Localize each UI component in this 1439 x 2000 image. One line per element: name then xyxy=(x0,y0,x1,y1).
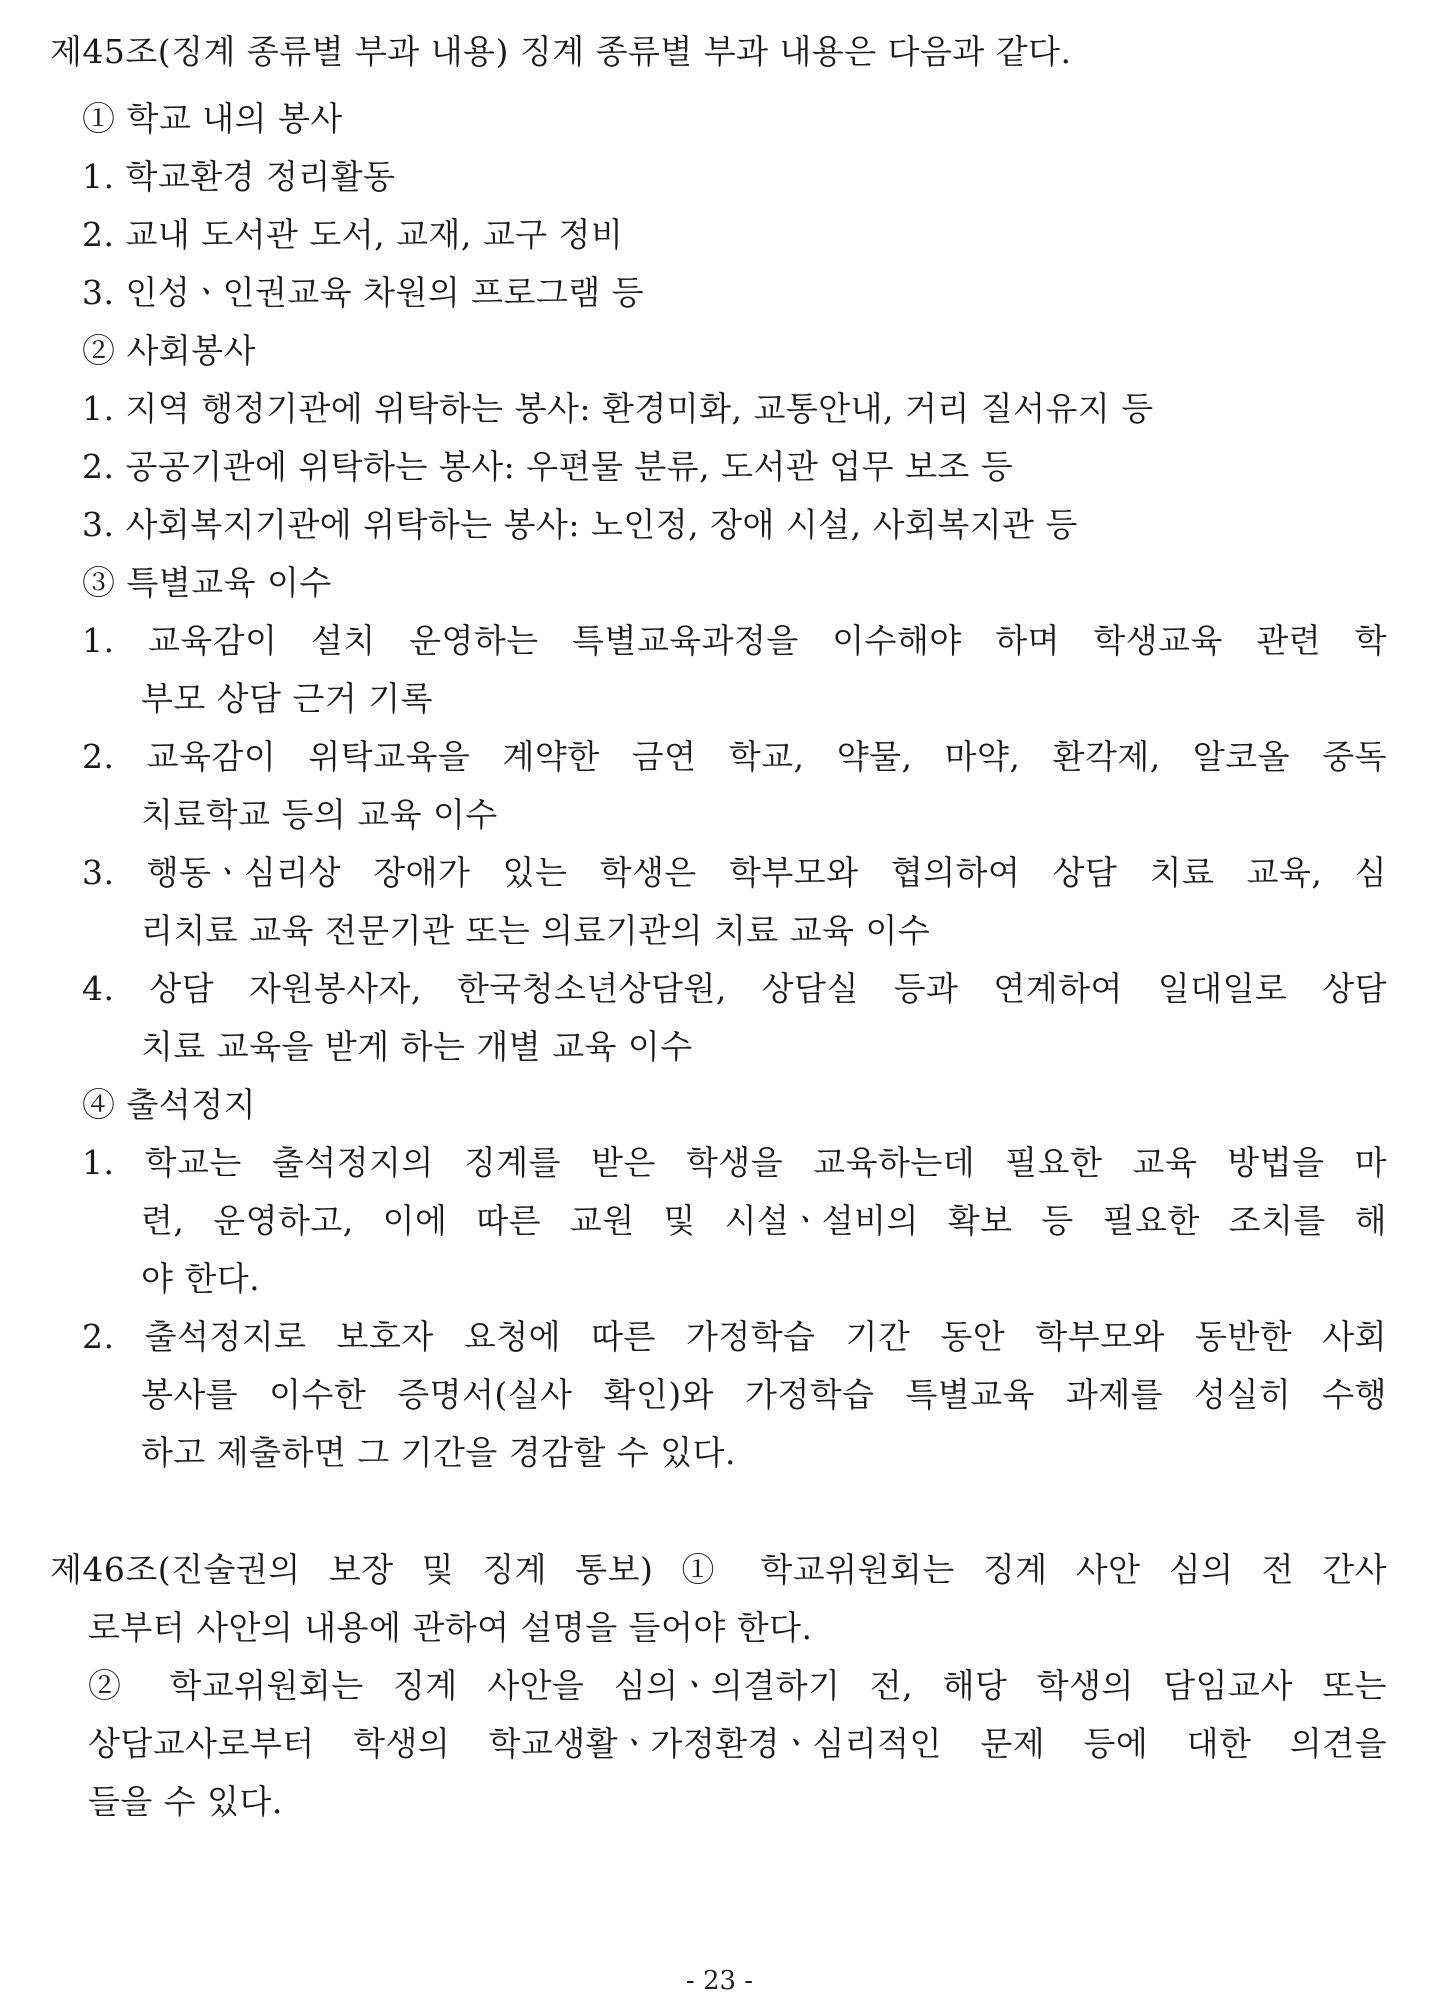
article-46-line: 로부터 사안의 내용에 관하여 설명을 들어야 한다. xyxy=(88,1608,813,1647)
list-item: 1. 학교는 출석정지의 징계를 받은 학생을 교육하는데 필요한 교육 방법을 마 xyxy=(82,1143,1387,1182)
list-item: 2. 교내 도서관 도서, 교재, 교구 정비 xyxy=(82,215,624,254)
list-item-continuation: 치료학교 등의 교육 이수 xyxy=(141,795,498,834)
section-4-title: ④ 출석정지 xyxy=(82,1085,257,1124)
list-item-continuation: 봉사를 이수한 증명서(실사 확인)와 가정학습 특별교육 과제를 성실히 수행 xyxy=(141,1375,1387,1414)
list-item-continuation: 부모 상담 근거 기록 xyxy=(141,679,433,718)
article-46-line: ② 학교위원회는 징계 사안을 심의ㆍ의결하기 전, 해당 학생의 담임교사 또는 xyxy=(88,1666,1387,1705)
list-item-continuation: 치료 교육을 받게 하는 개별 교육 이수 xyxy=(141,1027,693,1066)
article-46-heading: 제46조(진술권의 보장 및 징계 통보) ① 학교위원회는 징계 사안 심의 전 간사 xyxy=(50,1550,1387,1589)
list-item-continuation: 리치료 교육 전문기관 또는 의료기관의 치료 교육 이수 xyxy=(141,911,931,950)
list-item-continuation: 하고 제출하면 그 기간을 경감할 수 있다. xyxy=(141,1433,736,1472)
list-item: 1. 지역 행정기관에 위탁하는 봉사: 환경미화, 교통안내, 거리 질서유지 등 xyxy=(82,389,1154,428)
list-item: 3. 사회복지기관에 위탁하는 봉사: 노인정, 장애 시설, 사회복지관 등 xyxy=(82,505,1078,544)
list-item: 2. 공공기관에 위탁하는 봉사: 우편물 분류, 도서관 업무 보조 등 xyxy=(82,447,1014,486)
list-item: 2. 출석정지로 보호자 요청에 따른 가정학습 기간 동안 학부모와 동반한 사회 xyxy=(82,1317,1387,1356)
list-item-continuation: 야 한다. xyxy=(141,1259,261,1298)
page-number: - 23 - xyxy=(685,1966,754,1996)
article-46-line: 상담교사로부터 학생의 학교생활ㆍ가정환경ㆍ심리적인 문제 등에 대한 의견을 xyxy=(88,1724,1387,1763)
section-1-title: ① 학교 내의 봉사 xyxy=(82,99,343,138)
article-46-line: 들을 수 있다. xyxy=(88,1782,283,1821)
list-item-continuation: 련, 운영하고, 이에 따른 교원 및 시설ㆍ설비의 확보 등 필요한 조치를 해 xyxy=(141,1201,1387,1240)
list-item: 1. 교육감이 설치 운영하는 특별교육과정을 이수해야 하며 학생교육 관련 학 xyxy=(82,621,1387,660)
list-item: 3. 행동ㆍ심리상 장애가 있는 학생은 학부모와 협의하여 상담 치료 교육, 심 xyxy=(82,853,1387,892)
list-item: 4. 상담 자원봉사자, 한국청소년상담원, 상담실 등과 연계하여 일대일로 상담 xyxy=(82,969,1387,1008)
list-item: 3. 인성ㆍ인권교육 차원의 프로그램 등 xyxy=(82,273,645,312)
section-2-title: ② 사회봉사 xyxy=(82,331,257,370)
article-45-heading: 제45조(징계 종류별 부과 내용) 징계 종류별 부과 내용은 다음과 같다. xyxy=(50,32,1072,71)
list-item: 1. 학교환경 정리활동 xyxy=(82,157,396,196)
section-3-title: ③ 특별교육 이수 xyxy=(82,563,332,602)
list-item: 2. 교육감이 위탁교육을 계약한 금연 학교, 약물, 마약, 환각제, 알코올 중독 xyxy=(82,737,1387,776)
